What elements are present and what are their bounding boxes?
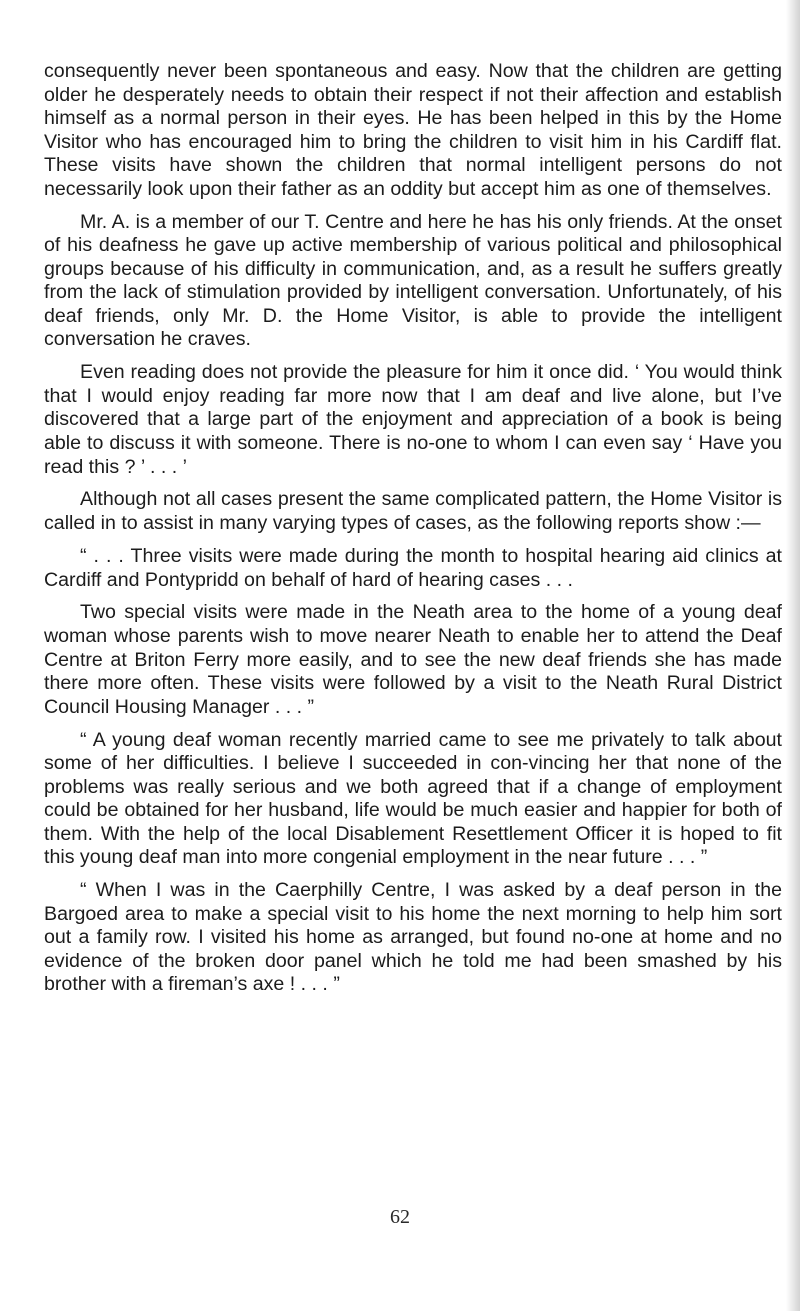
- body-text: [44, 60, 782, 1006]
- page-number: 62: [390, 1206, 410, 1228]
- paragraph-report-neath-visits: Two special visits were made in the Neath area to the home of a young deaf woman whose parents wish to move nearer Neath to enable her to attend the Deaf Centre at Briton Ferry more easily, and to see the new deaf friends she has made there more often. These visits were followed by a visit to the Neath Rural District Council Housing Manager . . . ”: [44, 601, 782, 718]
- paragraph-report-hospital-visits: “ . . . Three visits were made during the month to hospital hearing aid clinics at Cardiff and Pontypridd on behalf of hard of hearing cases . . .: [44, 544, 782, 591]
- paragraph-report-young-woman: “ A young deaf woman recently married came to see me privately to talk about some of her difficulties. I believe I succeeded in con-vincing her that none of the problems was really serious and we both agreed that if a change of employment could be obtained for her husband, life would be much easier and happier for both of them. With the help of the local Disablement Resettlement Officer it is hoped to fit this young deaf man into more congenial employment in the near future . . . ”: [44, 728, 782, 869]
- paragraph-continued-story: consequently never been spontaneous and easy. Now that the children are getting older he desperately needs to obtain their respect if not their affection and establish himself as a normal person in their eyes. He has been helped in this by the Home Visitor who has encouraged him to bring the children to visit him in his Cardiff flat. These visits have shown the children that normal intelligent persons do not necessarily look upon their father as an oddity but accept him as one of themselves.: [44, 60, 782, 200]
- paragraph-mr-a-friends: Mr. A. is a member of our T. Centre and here he has his only friends. At the onset of his deafness he gave up active membership of various political and philosophical groups because of his difficulty in communication, and, as a result he suffers greatly from the lack of stimulation provided by intelligent conversation. Unfortunately, of his deaf friends, only Mr. D. the Home Visitor, is able to provide the intelligent conversation he craves.: [44, 210, 782, 351]
- paragraph-reading: Even reading does not provide the pleasure for him it once did. ‘ You would think that I would enjoy reading far more now that I am deaf and live alone, but I’ve discovered that a large part of the enjoyment and appreciation of a book is being able to discuss it with someone. There is no-one to whom I can even say ‘ Have you read this ? ’ . . . ’: [44, 361, 782, 478]
- paragraph-case-types-intro: Although not all cases present the same complicated pattern, the Home Visitor is called in to assist in many varying types of cases, as the following reports show :—: [44, 488, 782, 535]
- paragraph-report-caerphilly: “ When I was in the Caerphilly Centre, I was asked by a deaf person in the Bargoed area to make a special visit to his home the next morning to help him sort out a family row. I visited his home as arranged, but found no-one at home and no evidence of the broken door panel which he told me had been smashed by his brother with a fireman’s axe ! . . . ”: [44, 879, 782, 996]
